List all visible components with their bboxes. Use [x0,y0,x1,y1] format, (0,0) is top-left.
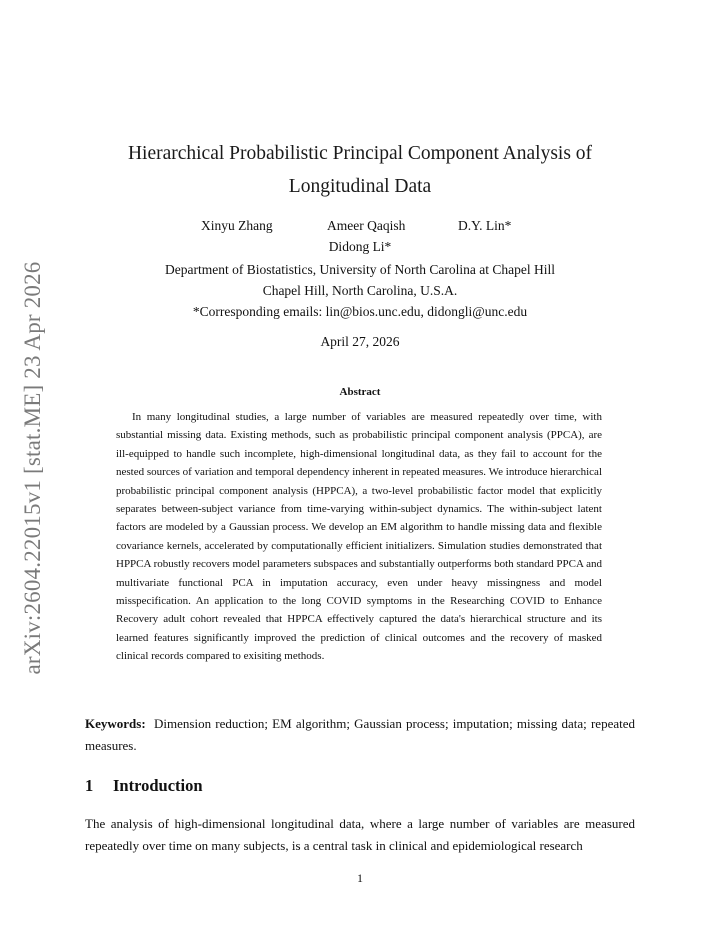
keywords-paragraph [85,713,635,756]
keywords-text: Dimension reduction; EM algorithm; Gaussian process; imputation; missing data; repeated measures. [85,716,635,753]
paper-title [100,137,620,203]
page-number: 1 [357,871,363,885]
introduction-paragraph: The analysis of high-dimensional longitudinal data, where a large number of variables are measured repeatedly over time on many subjects, is a central task in clinical and epidemiological research [85,816,635,853]
author-name: Didong Li* [328,239,392,254]
abstract-heading: Abstract [339,386,381,398]
section-title: Introduction [113,776,203,795]
arxiv-id-text: arXiv:2604.22015v1 [stat.ME] 23 Apr 2026 [20,261,45,675]
author-name: Ameer Qaqish [327,218,406,233]
author-name: D.Y. Lin* [458,218,512,233]
paper-title-line-1: Hierarchical Probabilistic Principal Component Analysis of [127,143,593,164]
affiliation-department: Department of Biostatistics, University of North Carolina at Chapel Hill [165,262,555,277]
section-number: 1 [85,776,94,795]
corresponding-emails: *Corresponding emails: lin@bios.unc.edu, didongli@unc.edu [192,304,528,319]
section-heading-introduction [85,776,203,796]
abstract-body: In many longitudinal studies, a large number of variables are measured repeatedly over time, with substantial missing data. Existing methods, such as probabilistic principal component analysis (PPCA), are ill-equipped to handle such incomplete, high-dimensional longitudinal data, as they fail to account for the nested sources of variation and temporal dependency inherent in repeated measures. We introduce hierarchical probabilistic principal component analysis (HPPCA), a two-level probabilistic factor model that explicitly separates between-subject variance from time-varying within-subject dynamics. The within-subject latent factors are modeled by a Gaussian process. We develop an EM algorithm to handle missing data and flexible covariance kernels, accelerated by computationally efficient initializers. Simulation studies demonstrated that HPPCA robustly recovers model parameters subspaces and substantially outperforms both standard PPCA and multivariate functional PCA in imputation accuracy, even under heavy missingness and model misspecification. An application to the long COVID symptoms in the Researching COVID to Enhance Recovery adult cohort revealed that HPPCA effectively captured the data's hierarchical structure and its learned features significantly improved the prediction of clinical outcomes and the recovery of masked clinical records compared to exisiting methods. [116,411,602,663]
affiliation-location: Chapel Hill, North Carolina, U.S.A. [262,283,458,298]
paper-date: April 27, 2026 [320,334,400,349]
paper-title-line-2: Longitudinal Data [288,176,432,197]
keywords-label: Keywords: [85,716,146,731]
author-name: Xinyu Zhang [201,218,273,233]
